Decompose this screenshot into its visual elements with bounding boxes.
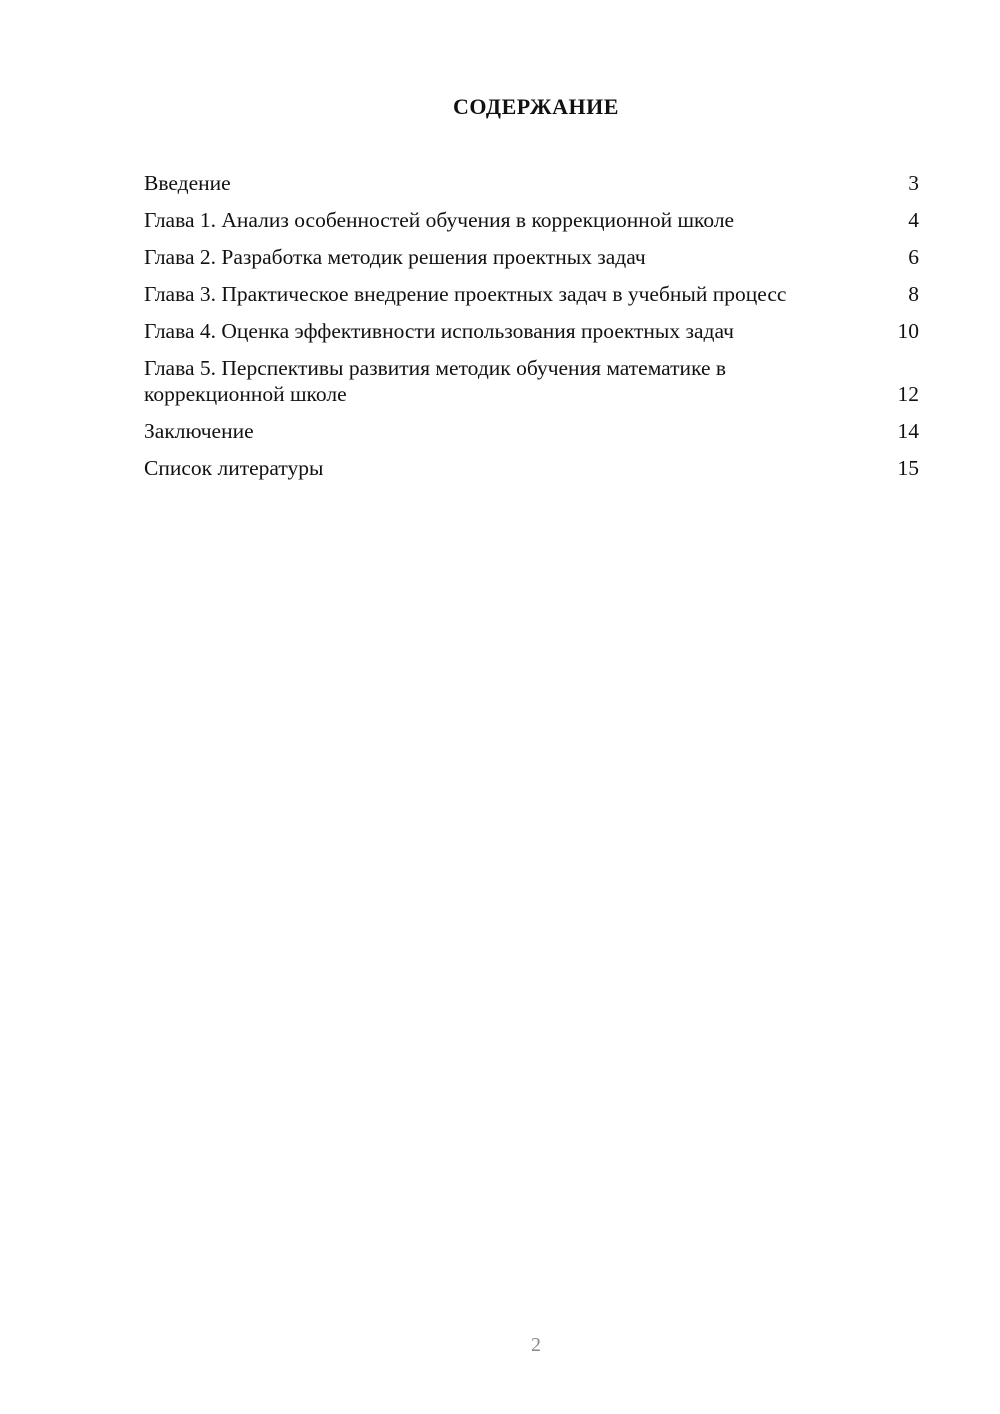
table-of-contents [144, 170, 919, 492]
toc-entry-chapter-2 [144, 244, 919, 270]
page-number: 2 [531, 1334, 541, 1356]
toc-entry-title: Глава 2. Разработка методик решения проектных задач [144, 245, 646, 269]
toc-entry-page: 4 [908, 208, 919, 232]
toc-entry-title: Заключение [144, 419, 254, 443]
toc-entry-page: 8 [908, 282, 919, 306]
toc-entry-title: Введение [144, 171, 231, 195]
toc-entry-title: Глава 4. Оценка эффективности использования проектных задач [144, 319, 734, 343]
toc-entry-chapter-4 [144, 318, 919, 344]
toc-entry-title: Глава 5. Перспективы развития методик обучения математике в коррекционной школе [144, 356, 727, 406]
toc-entry-page: 10 [897, 319, 919, 343]
toc-entry-page: 14 [897, 419, 919, 443]
toc-entry-chapter-5 [144, 355, 919, 407]
toc-entry-bibliography [144, 455, 919, 481]
toc-entry-title: Глава 3. Практическое внедрение проектных задач в учебный процесс [144, 282, 787, 306]
toc-entry-page: 15 [897, 456, 919, 480]
toc-entry-title: Глава 1. Анализ особенностей обучения в коррекционной школе [144, 208, 735, 232]
toc-entry-conclusion [144, 418, 919, 444]
toc-heading: СОДЕРЖАНИЕ [453, 94, 619, 119]
toc-entry-introduction [144, 170, 919, 196]
toc-entry-page: 6 [908, 245, 919, 269]
toc-entry-title: Список литературы [144, 456, 324, 480]
toc-entry-chapter-1 [144, 207, 919, 233]
toc-entry-page: 12 [897, 382, 919, 406]
toc-entry-page: 3 [908, 171, 919, 195]
toc-entry-chapter-3 [144, 281, 919, 307]
